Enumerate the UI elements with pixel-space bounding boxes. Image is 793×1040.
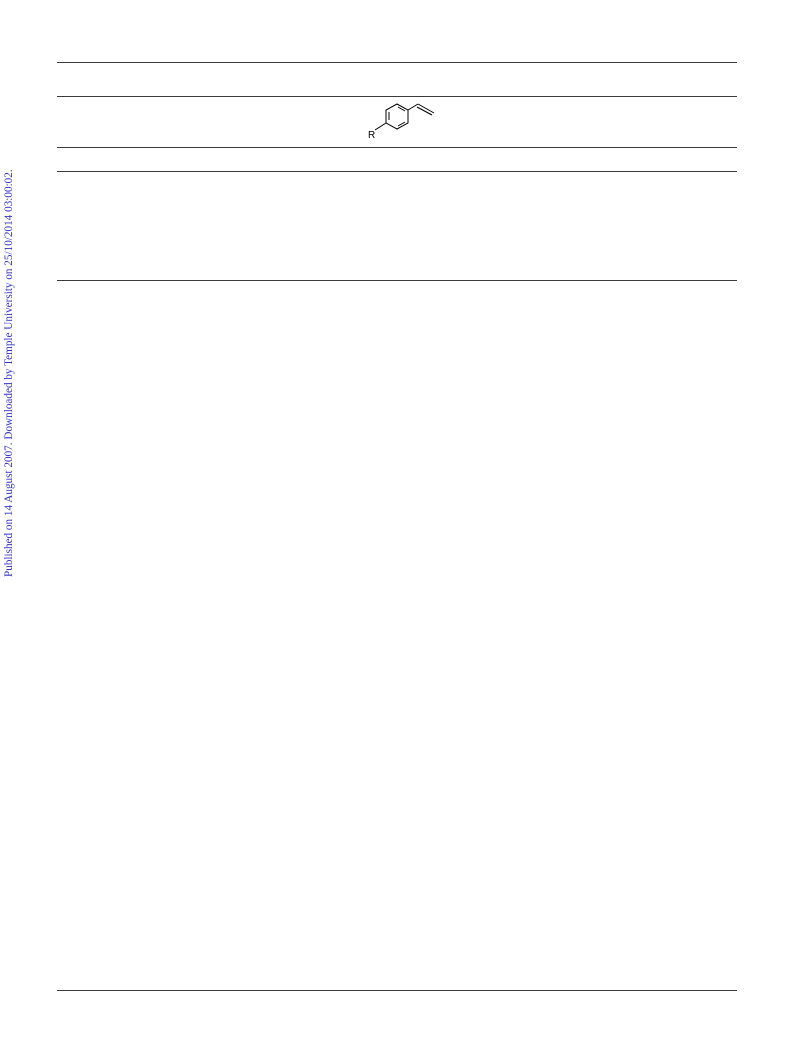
vinyl-bond bbox=[408, 104, 418, 110]
styrene-structure-diagram bbox=[360, 98, 444, 144]
table-body-top-rule bbox=[57, 171, 737, 172]
page-footer-rule bbox=[57, 990, 737, 991]
table-bottom-rule bbox=[57, 280, 737, 281]
substituent-label: R bbox=[368, 130, 376, 141]
table-header-bottom-rule bbox=[57, 147, 737, 148]
download-watermark-note[interactable]: Published on 14 August 2007. Downloaded by Temple University on 25/10/2014 03:00:02. bbox=[3, 169, 15, 577]
table-top-rule bbox=[57, 62, 737, 63]
table-header-rule bbox=[57, 96, 737, 97]
substituent-bond bbox=[375, 123, 386, 130]
